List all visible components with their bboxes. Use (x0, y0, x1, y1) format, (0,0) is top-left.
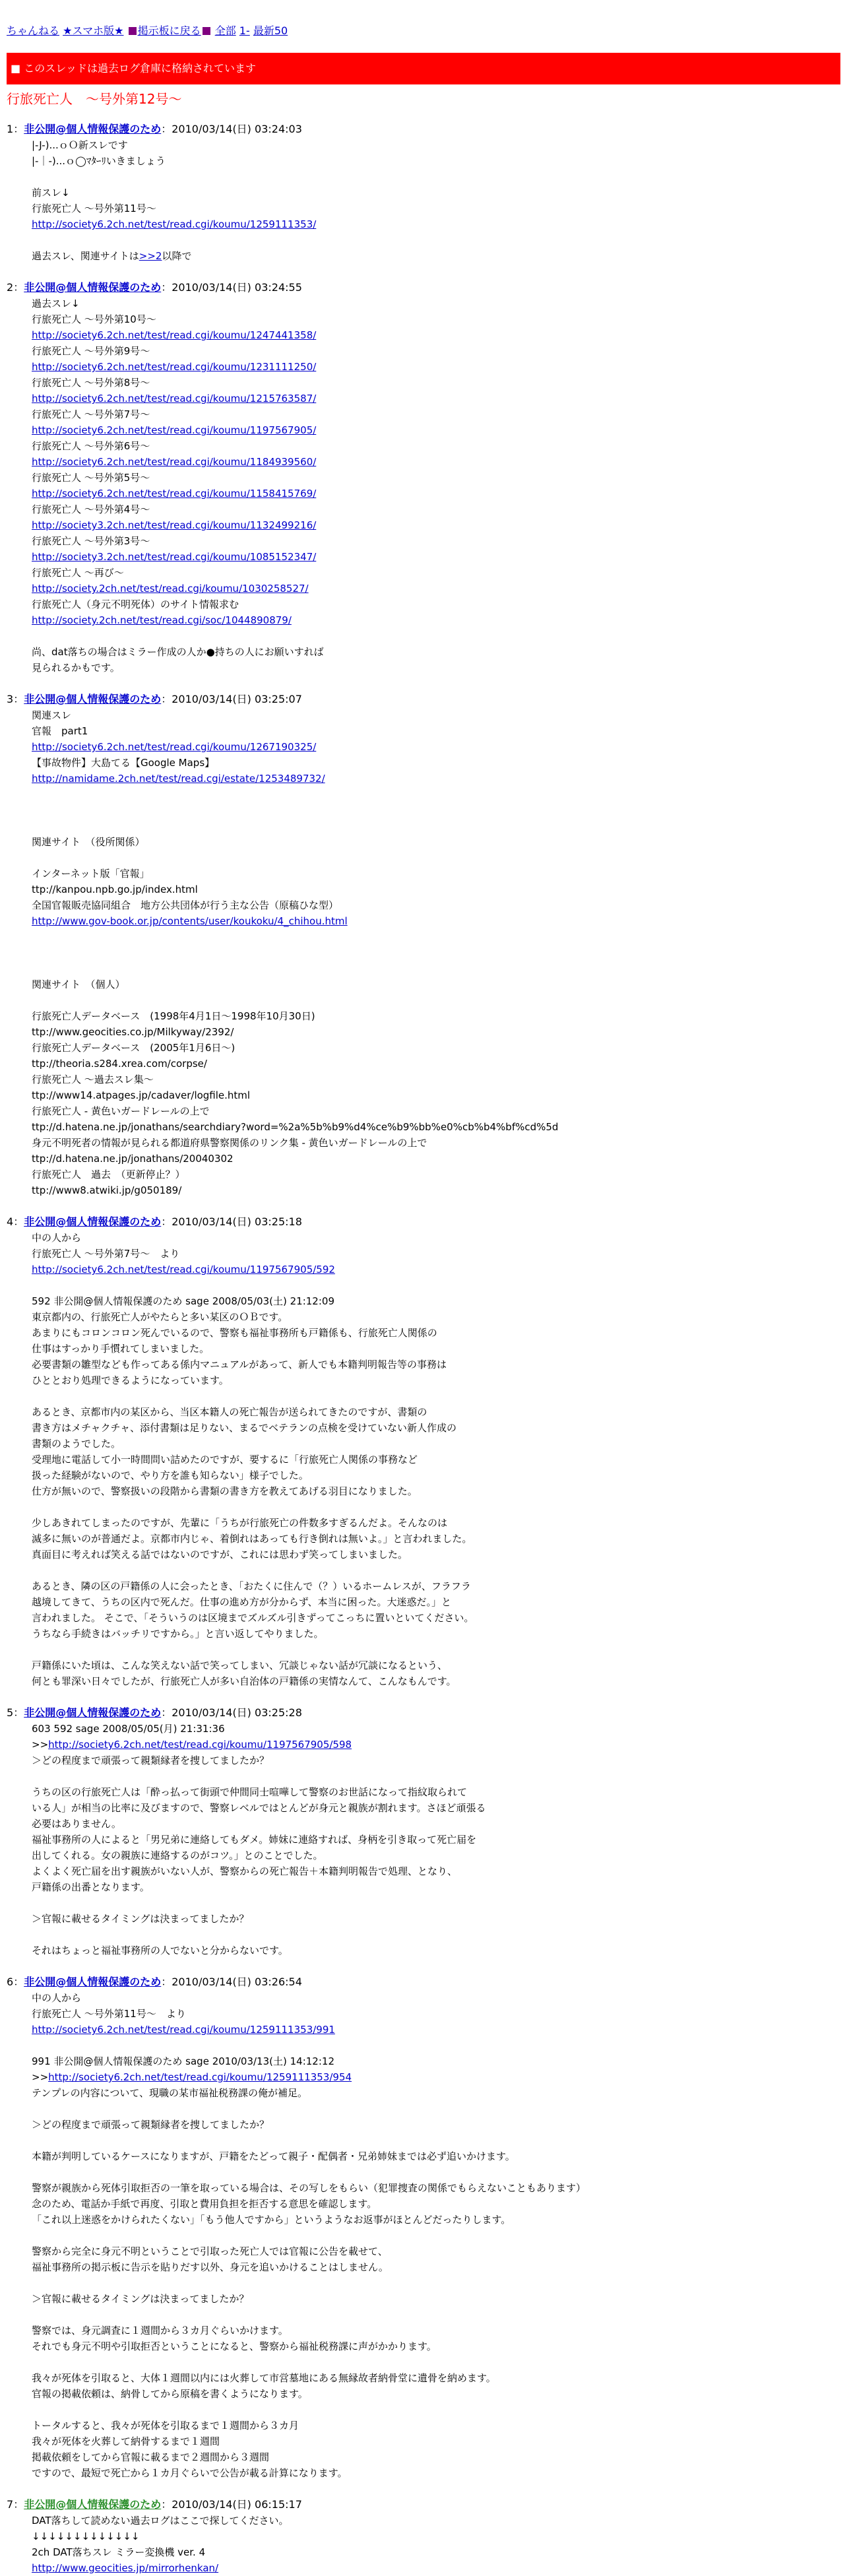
post-text-line: 行旅死亡人 - 黄色いガードレールの上で (32, 1105, 210, 1117)
post-text-line: 戸籍係にいた頃は、こんな笑えない話で笑ってしまい、冗談じゃない話が冗談になるという、 (32, 1659, 448, 1671)
post-text-line: 行旅死亡人 ～号外第10号～ (32, 313, 156, 325)
square-icon (129, 27, 137, 35)
post-text-line: うちなら手続きはバッチリですから。」と言い返してやりました。 (32, 1628, 324, 1640)
post-url-link[interactable]: http://society6.2ch.net/test/read.cgi/koumu/1197567905/ (32, 424, 317, 436)
post-text-line: ttp://kanpou.npb.go.jp/index.html (32, 884, 198, 895)
post-text-line: 官報の掲載依頼は、納骨してから原稿を書くようになります。 (32, 2388, 308, 2400)
post-text-line: 尚、dat落ちの場合はミラー作成の人か●持ちの人にお願いすれば (32, 646, 324, 658)
smartphone-version-link[interactable]: ★スマホ版★ (63, 24, 124, 37)
first-posts-link[interactable]: 1- (239, 24, 250, 37)
post-text-line (32, 1388, 840, 1404)
post-text-line: |-J-)...ｏＯ新スレです (32, 139, 128, 151)
post-url-link[interactable]: http://society6.2ch.net/test/read.cgi/koumu/1158415769/ (32, 488, 317, 499)
post-header (7, 1705, 840, 1721)
poster-name-link[interactable]: 非公開@個人情報保護のため (24, 693, 162, 705)
post (7, 280, 840, 676)
post-url-link[interactable]: http://society3.2ch.net/test/read.cgi/koumu/1085152347/ (32, 551, 317, 563)
post-text-line (32, 2164, 840, 2180)
post-text-line: ttp://d.hatena.ne.jp/jonathans/searchdiary?word=%2a%5b%b9%d4%ce%b9%bb%e0%cb%b4%bf%cd%5d (32, 1121, 559, 1133)
post-body (32, 1721, 840, 1958)
post-number[interactable]: 7 (7, 2498, 14, 2511)
post-header (7, 280, 840, 296)
post-text-line: ttp://www14.atpages.jp/cadaver/logfile.html (32, 1089, 251, 1101)
post (7, 121, 840, 264)
post-text-line: 福祉事務所の人によると「男兄弟に連絡してもダメ。姉妹に連絡すれば、身柄を引き取って死亡届を (32, 1834, 477, 1846)
post-text-line: ttp://d.hatena.ne.jp/jonathans/20040302 (32, 1153, 234, 1165)
post-number-separator: ： (13, 693, 24, 705)
post-text-line: 行旅死亡人 ～号外第8号～ (32, 377, 150, 389)
post-body (32, 707, 840, 1198)
post-text-line: いる人」が相当の比率に及びますので、警察レベルではとんどが身元と親族が割れます。さほど頑張る (32, 1802, 486, 1814)
post-text-line: 中の人から (32, 1232, 82, 1244)
post-text-line (32, 1895, 840, 1911)
post-url-link[interactable]: http://society6.2ch.net/test/read.cgi/koumu/1267190325/ (32, 741, 317, 753)
post-text-line: 行旅死亡人 ～号外第11号～ (32, 203, 156, 214)
post-line (32, 422, 840, 438)
post-text-line: 全国官報販売協同組合 地方公共団体が行う主な公告（原稿ひな型） (32, 899, 339, 911)
post-text-line: ttp://theoria.s284.xrea.com/corpse/ (32, 1058, 207, 1070)
post-text-line (32, 1768, 840, 1784)
post-url-link[interactable]: http://society6.2ch.net/test/read.cgi/koumu/1259111353/991 (32, 2024, 335, 2036)
post-body (32, 137, 840, 264)
post-text-line: ttp://www.geocities.co.jp/Milkyway/2392/ (32, 1026, 234, 1038)
post-text-line: うちの区の行旅死亡人は「酔っ払って街頭で仲間同士喧嘩して警察のお世話になって指紋取られて (32, 1786, 468, 1798)
poster-name-link[interactable]: 非公開@個人情報保護のため (24, 123, 162, 135)
post-text-line: 行旅死亡人 ～号外第6号～ (32, 440, 150, 452)
post-text-line: 行旅死亡人 ～号外第7号～ (32, 408, 150, 420)
post-date: ：2010/03/14(日) 03:25:07 (161, 693, 302, 705)
poster-name-link[interactable]: 非公開@個人情報保護のため (24, 1215, 162, 1228)
post-url-link[interactable]: http://namidame.2ch.net/test/read.cgi/estate/1253489732/ (32, 773, 325, 785)
post-text-line: ttp://www8.atwiki.jp/g050189/ (32, 1184, 182, 1196)
post-line (32, 549, 840, 565)
post-text-line (32, 2038, 840, 2053)
post-number-separator: ： (13, 123, 24, 135)
post-line (32, 216, 840, 232)
post-text-line: 真面目に考えれば笑える話ではないのですが、これには思わず笑ってしまいました。 (32, 1549, 408, 1561)
post-text-line: 受理地に電話して小一時間問い詰めたのですが、要するに「行旅死亡人関係の事務など (32, 1454, 418, 1465)
post-text-line: DAT落ちして読めない過去ログはここで探してください。 (32, 2515, 289, 2527)
post-text-line: 2ch DAT落ちスレ ミラー変換機 ver. 4 (32, 2546, 206, 2558)
post-url-link[interactable]: http://www.geocities.jp/mirrorhenkan/ (32, 2562, 219, 2574)
post-body (32, 2513, 840, 2576)
post-url-link[interactable]: http://society6.2ch.net/test/read.cgi/koumu/1197567905/592 (32, 1264, 335, 1275)
post-text-line (32, 628, 840, 644)
post-text-line: 福祉事務所の掲示板に告示を貼りだす以外、身元を追いかけることはしません。 (32, 2261, 389, 2273)
post-line-text: >> (32, 2071, 49, 2083)
post-url-link[interactable]: http://society6.2ch.net/test/read.cgi/koumu/1215763587/ (32, 393, 317, 404)
post (7, 1705, 840, 1958)
thread-title: 行旅死亡人 ～号外第12号～ (7, 91, 182, 107)
post-date: ：2010/03/14(日) 06:15:17 (161, 2498, 302, 2511)
post-text-line (32, 2354, 840, 2370)
post-number[interactable]: 2 (7, 281, 14, 294)
post-text-line: 掲載依頼をしてから官報に載るまで２週間から３週間 (32, 2451, 270, 2463)
post-text-line: 行旅死亡人データベース (1998年4月1日～1998年10月30日) (32, 1010, 315, 1022)
post-line (32, 1262, 840, 1277)
post-text-line: ひととおり処理できるようになっています。 (32, 1374, 229, 1386)
post-text-line: 出してくれる。女の親族に連絡するのがコツ。」とのことでした。 (32, 1850, 323, 1861)
board-home-link[interactable]: ちゃんねる (7, 24, 60, 37)
post-number[interactable]: 4 (7, 1215, 14, 1228)
post-number-separator: ： (13, 281, 24, 294)
post-line (32, 359, 840, 375)
post-text-line (32, 169, 840, 185)
post (7, 1214, 840, 1689)
post-line (32, 612, 840, 628)
post-line (32, 454, 840, 470)
post-text-line (32, 2307, 840, 2323)
post-url-link[interactable]: http://society3.2ch.net/test/read.cgi/koumu/1132499216/ (32, 519, 317, 531)
post-date: ：2010/03/14(日) 03:26:54 (161, 1976, 302, 1988)
post-list (7, 121, 840, 2576)
post-text-line (32, 1927, 840, 1943)
post-text-line: 行旅死亡人 ～号外第9号～ (32, 345, 150, 357)
archive-banner: ■ このスレッドは過去ログ倉庫に格納されています (7, 53, 840, 84)
post-text-line: 行旅死亡人 ～号外第4号～ (32, 503, 150, 515)
post-line (32, 1737, 840, 1753)
reply-url-link[interactable]: http://society6.2ch.net/test/read.cgi/koumu/1197567905/598 (48, 1739, 352, 1751)
post-text-line: 扱った経験がないので、やり方を誰も知らない」様子でした。 (32, 1469, 309, 1481)
post-text-line: ＞どの程度まで頑張って親類縁者を捜してましたか？ (32, 1755, 270, 1766)
post-body (32, 296, 840, 676)
post-text-line (32, 1562, 840, 1578)
post-line (32, 2022, 840, 2038)
post-text-line: 書類のようでした。 (32, 1438, 121, 1450)
post-line-text: 以降で (162, 250, 192, 262)
post-text-line: ＞どの程度まで頑張って親類縁者を捜してましたか？ (32, 2119, 270, 2131)
latest50-link[interactable]: 最新50 (253, 24, 288, 37)
post-text-line: 必要はありません。 (32, 1818, 121, 1830)
post-line (32, 391, 840, 406)
post-header (7, 121, 840, 137)
post-text-line: 行旅死亡人（身元不明死体）のサイト情報求む (32, 598, 239, 610)
post-text-line (32, 945, 840, 961)
post-url-link[interactable]: http://society.2ch.net/test/read.cgi/koumu/1030258527/ (32, 583, 309, 595)
post-line (32, 913, 840, 929)
post-text-line (32, 2228, 840, 2243)
back-to-board-link[interactable]: 掲示板に戻る (137, 24, 201, 37)
post-text-line: ＞官報に載せるタイミングは決まってましたか？ (32, 2293, 249, 2305)
post-text-line: 警察が親族から死体引取拒否の一筆を取っている場合は、その写しをもらい（犯罪捜査の関係でもらえないこともあります） (32, 2182, 586, 2194)
post-text-line (32, 2402, 840, 2418)
post-number-separator: ： (13, 1706, 24, 1719)
post-text-line: 見られるかもです。 (32, 662, 120, 674)
post-text-line: 行旅死亡人 ～号外第7号～ より (32, 1248, 180, 1260)
all-posts-link[interactable]: 全部 (214, 24, 236, 37)
post-line (32, 771, 840, 787)
post-text-line: 行旅死亡人 過去 （更新停止？） (32, 1169, 185, 1180)
post-number-separator: ： (13, 2498, 24, 2511)
post-text-line (32, 787, 840, 802)
post-text-line: 警察では、身元調査に１週間から３カ月ぐらいかけます。 (32, 2325, 288, 2336)
poster-name-link[interactable]: 非公開@個人情報保護のため (24, 1976, 162, 1988)
post-text-line: 我々が死体を引取ると、大体１週間以内には火葬して市営墓地にある無縁故者納骨堂に遺骨を納めます。 (32, 2372, 496, 2384)
post-line (32, 486, 840, 501)
post-text-line: 592 非公開@個人情報保護のため sage 2008/05/03(土) 21:12:09 (32, 1295, 334, 1307)
post-text-line: 必要書類の雛型なども作ってある係内マニュアルがあって、新人でも本籍判明報告等の事務は (32, 1359, 447, 1370)
post-body (32, 1990, 840, 2481)
post-text-line: 行旅死亡人 ～過去スレ集～ (32, 1074, 154, 1085)
post-text-line: 仕方が無いので、警察扱いの段階から書類の書き方を教えてあげる羽目になりました。 (32, 1485, 418, 1497)
post-line (32, 248, 840, 264)
post-text-line: 行旅死亡人データベース (2005年1月6日～) (32, 1042, 235, 1054)
post-text-line (32, 802, 840, 818)
post-text-line: インターネット版「官報」 (32, 868, 150, 880)
post-text-line: 越境してきて、うちの区内で死んだ。仕事の進め方が分からず、本当に困った。大迷惑だ。」と (32, 1596, 452, 1608)
post-date: ：2010/03/14(日) 03:24:55 (161, 281, 302, 294)
post (7, 2497, 840, 2576)
post-text-line: 何とも罪深い日々でしたが、行旅死亡人が多い自治体の戸籍係の実情なんて、こんなもんです。 (32, 1675, 456, 1687)
post-text-line (32, 929, 840, 945)
post-text-line (32, 1277, 840, 1293)
post-url-link[interactable]: http://www.gov-book.or.jp/contents/user/koukoku/4_chihou.html (32, 915, 348, 927)
post-text-line: 行旅死亡人 ～号外第3号～ (32, 535, 150, 547)
poster-name-link[interactable]: 非公開@個人情報保護のため (24, 281, 162, 294)
post-text-line (32, 2101, 840, 2117)
post-text-line: 身元不明死者の情報が見られる都道府県警察関係のリンク集 - 黄色いガードレールの上で (32, 1137, 427, 1149)
post-date: ：2010/03/14(日) 03:24:03 (161, 123, 302, 135)
post-header (7, 1974, 840, 1990)
post-text-line (32, 992, 840, 1008)
post-text-line: 過去スレ↓ (32, 298, 80, 309)
post-date: ：2010/03/14(日) 03:25:28 (161, 1706, 302, 1719)
post-text-line: 少しあきれてしまったのですが、先輩に「うちが行旅死亡の件数多すぎるんだよ。そんなのは (32, 1517, 448, 1529)
post-number[interactable]: 5 (7, 1706, 14, 1719)
post-text-line: ＞官報に載せるタイミングは決まってましたか？ (32, 1913, 249, 1925)
post (7, 692, 840, 1198)
post-text-line (32, 1499, 840, 1515)
post-body (32, 1230, 840, 1689)
post-url-link[interactable]: http://society6.2ch.net/test/read.cgi/koumu/1184939560/ (32, 456, 317, 468)
post-line-text: 過去スレ、関連サイトは (32, 250, 139, 262)
post-text-line: 官報 part1 (32, 725, 88, 737)
post-url-link[interactable]: http://society6.2ch.net/test/read.cgi/koumu/1231111250/ (32, 361, 317, 373)
square-icon (203, 27, 210, 35)
post-text-line: それはちょっと福祉事務所の人でないと分からないです。 (32, 1945, 288, 1956)
post-url-link[interactable]: http://society.2ch.net/test/read.cgi/soc/1044890879/ (32, 614, 292, 626)
post-text-line: 東京都内の、行旅死亡人がやたらと多い某区のＯＢです。 (32, 1311, 288, 1323)
post-url-link[interactable]: http://society6.2ch.net/test/read.cgi/koumu/1247441358/ (32, 329, 317, 341)
post-text-line: 関連サイト （役所関係） (32, 836, 145, 848)
post-text-line (32, 2275, 840, 2291)
post-text-line (32, 1642, 840, 1658)
post-text-line (32, 961, 840, 977)
post-number[interactable]: 6 (7, 1976, 14, 1988)
post-number[interactable]: 3 (7, 693, 14, 705)
post-text-line: 991 非公開@個人情報保護のため sage 2010/03/13(土) 14:12:12 (32, 2055, 334, 2067)
post-number[interactable]: 1 (7, 123, 14, 135)
post-number-separator: ： (13, 1215, 24, 1228)
post-line (32, 327, 840, 343)
post-text-line: 書き方はメチャクチャ、添付書類は足りない、まるでベテランの点検を受けていない新人作成の (32, 1422, 456, 1434)
post-header (7, 1214, 840, 1230)
post-text-line: 行旅死亡人 ～再び～ (32, 567, 124, 579)
post-line (32, 2069, 840, 2085)
post-text-line: ↓↓↓↓↓↓↓↓↓↓↓↓↓ (32, 2530, 140, 2542)
post-line-text: >> (32, 1739, 49, 1751)
post-date: ：2010/03/14(日) 03:25:18 (161, 1215, 302, 1228)
post-text-line: 前スレ↓ (32, 187, 70, 199)
poster-name-link[interactable]: 非公開@個人情報保護のため (24, 1706, 162, 1719)
post (7, 1974, 840, 2481)
post-url-link[interactable]: http://society6.2ch.net/test/read.cgi/koumu/1259111353/ (32, 218, 317, 230)
post-text-line: ですので、最短で死亡から１カ月ぐらいで公告が載る計算になります。 (32, 2467, 348, 2479)
post-text-line: 念のため、電話か手紙で再度、引取と費用負担を拒否する意思を確認します。 (32, 2198, 377, 2210)
post-text-line: 本籍が判明しているケースになりますが、戸籍をたどって親子・配偶者・兄弟姉妹までは必ず追いかけます。 (32, 2150, 515, 2162)
reply-url-link[interactable]: http://society6.2ch.net/test/read.cgi/koumu/1259111353/954 (48, 2071, 352, 2083)
post-text-line: 関連スレ (32, 709, 72, 721)
post-text-line (32, 2133, 840, 2148)
post-text-line: 仕事はすっかり手慣れてしまいました。 (32, 1343, 210, 1355)
top-navigation (7, 24, 840, 38)
post-text-line (32, 818, 840, 834)
reply-anchor-link[interactable]: >>2 (139, 250, 162, 262)
post-text-line: よくよく死亡届を出す親族がいない人が、警察からの死亡報告＋本籍判明報告で処理、となり、 (32, 1865, 458, 1877)
post-line (32, 739, 840, 755)
post-text-line: トータルすると、我々が死体を引取るまで１週間から３カ月 (32, 2420, 299, 2431)
post-text-line: 中の人から (32, 1992, 82, 2004)
post-text-line: 行旅死亡人 ～号外第11号～ より (32, 2008, 186, 2020)
post-text-line: テンプレの内容について、現職の某市福祉税務課の俺が補足。 (32, 2087, 308, 2099)
post-text-line: 「これ以上迷惑をかけられたくない」「もう他人ですから」というようなお返事がほとんどだったりします。 (32, 2214, 511, 2226)
poster-name-link[interactable]: 非公開@個人情報保護のため (24, 2498, 162, 2511)
post-line (32, 581, 840, 596)
post-text-line: 行旅死亡人 ～号外第5号～ (32, 472, 150, 484)
post-number-separator: ： (13, 1976, 24, 1988)
post-text-line: あるとき、隣の区の戸籍係の人に会ったとき、「おたくに住んで（？）いるホームレスが、フラフラ (32, 1580, 471, 1592)
post-text-line: 滅多に無いのが普通だよ。京都市内じゃ、着倒れはあっても行き倒れは無いよ。」と言われました。 (32, 1533, 472, 1545)
post-text-line: 我々が死体を火葬して納骨するまで１週間 (32, 2435, 220, 2447)
post-text-line: あまりにもコロンコロン死んでいるので、警察も福祉事務所も戸籍係も、行旅死亡人関係の (32, 1327, 437, 1339)
post-text-line: 603 592 sage 2008/05/05(月) 21:31:36 (32, 1723, 225, 1735)
post-text-line: 警察から完全に身元不明ということで引取った死亡人では官報に公告を載せて、 (32, 2245, 388, 2257)
post-text-line (32, 232, 840, 248)
post-text-line: 戸籍係の出番となります。 (32, 1881, 150, 1893)
post-header (7, 2497, 840, 2513)
post-text-line: |-｜-)...ｏ◯ﾏﾀｰﾘいきましょう (32, 155, 166, 167)
post-header (7, 692, 840, 707)
post-text-line: それでも身元不明や引取拒否ということになると、警察から福祉税務課に声がかかります。 (32, 2340, 437, 2352)
post-text-line: 関連サイト （個人） (32, 979, 125, 990)
post-text-line (32, 850, 840, 866)
post-line (32, 2560, 840, 2576)
post-line (32, 517, 840, 533)
post-text-line: 言われました。 そこで、「そういうのは区境までズルズル引きずってこっちに置いといてください。 (32, 1612, 474, 1624)
post-text-line: あるとき、京都市内の某区から、当区本籍人の死亡報告が送られてきたのですが、書類の (32, 1406, 427, 1418)
post-text-line: 【事故物件】大島てる【Google Maps】 (32, 757, 215, 769)
